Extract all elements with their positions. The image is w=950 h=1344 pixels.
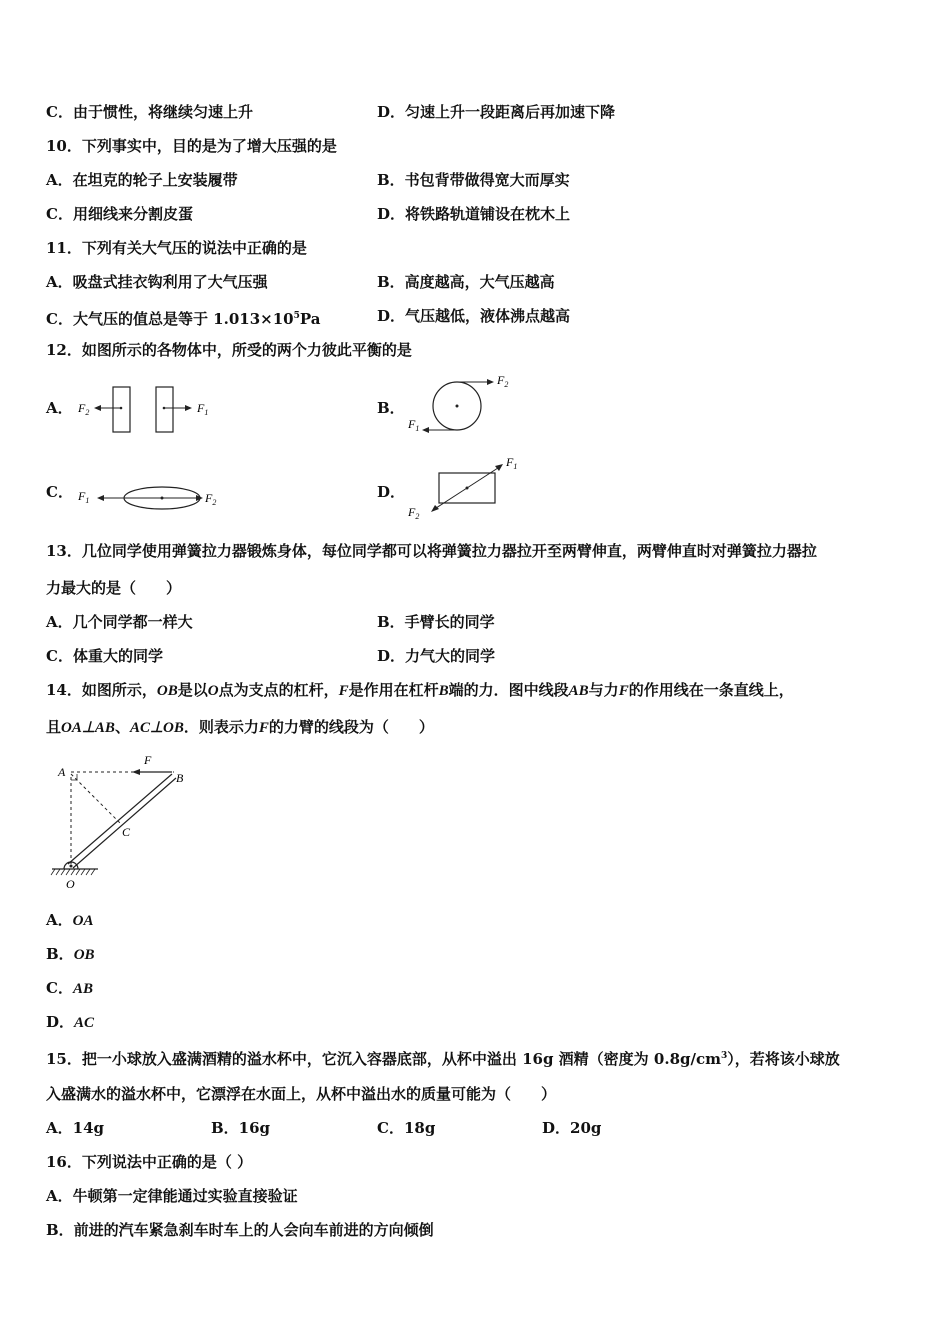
- point-o-label: O: [66, 877, 75, 891]
- q14-option-d[interactable]: D．AC: [46, 1013, 95, 1031]
- q11-option-d[interactable]: D．气压越低，液体沸点越高: [377, 307, 571, 325]
- q14-stem-line-1: 14．如图所示，OB是以O点为支点的杠杆，F是作用在杠杆B端的力．图中线段AB与力F的作用线在一条直线上，: [46, 681, 794, 699]
- q12-option-d-label[interactable]: D．: [377, 483, 406, 501]
- q12-option-a-label[interactable]: A．: [46, 399, 73, 417]
- ground-hatch: [51, 869, 95, 875]
- block-left: [113, 387, 130, 432]
- point-a-label: A: [58, 765, 66, 779]
- force-f2-label: $F_2$: [408, 505, 420, 521]
- q13-option-b[interactable]: B．手臂长的同学: [377, 613, 495, 631]
- q11-option-c-unit: Pa: [299, 310, 321, 328]
- q11-option-a[interactable]: A．吸盘式挂衣钩利用了大气压强: [46, 273, 268, 291]
- q14-option-c[interactable]: C．AB: [46, 979, 93, 997]
- force-f2-label: $F_2$: [497, 373, 509, 389]
- q11-option-c[interactable]: [46, 306, 320, 329]
- q11-option-c-exponent: 5: [293, 311, 300, 321]
- q13-option-d[interactable]: D．力气大的同学: [377, 647, 496, 665]
- q13-stem-line-2: 力最大的是（ ）: [46, 579, 182, 597]
- q14-stem-line-2: 且OA⊥AB、AC⊥OB．则表示力F的力臂的线段为（ ）: [46, 718, 434, 736]
- q12-option-c-label[interactable]: C．: [46, 483, 73, 501]
- q9-option-c[interactable]: C．由于惯性，将继续匀速上升: [46, 103, 253, 121]
- block-right: [156, 387, 173, 432]
- force-f2-label: $F_2$: [78, 401, 90, 417]
- q16-stem: 16．下列说法中正确的是（ ）: [46, 1153, 253, 1171]
- q14-option-b[interactable]: B．OB: [46, 945, 95, 963]
- q15-stem-line-2: 入盛满水的溢水杯中，它漂浮在水面上，从杯中溢出水的质量可能为（ ）: [46, 1085, 557, 1103]
- force-f-label: F: [144, 753, 152, 767]
- q11-option-b[interactable]: B．高度越高，大气压越高: [377, 273, 555, 291]
- segment-ac: [71, 774, 121, 824]
- point-c-label: C: [122, 825, 131, 839]
- q9-option-d[interactable]: D．匀速上升一段距离后再加速下降: [377, 103, 616, 121]
- q13-option-c[interactable]: C．体重大的同学: [46, 647, 163, 665]
- force-f2-label: $F_2$: [205, 491, 217, 507]
- q10-option-a[interactable]: A．在坦克的轮子上安装履带: [46, 171, 238, 189]
- q12-figure-b: [405, 372, 525, 438]
- q10-option-d[interactable]: D．将铁路轨道铺设在枕木上: [377, 205, 571, 223]
- q12-figure-d: [405, 452, 535, 524]
- force-f1-label: $F_1$: [506, 455, 518, 471]
- q15-option-d[interactable]: D．20g: [542, 1119, 602, 1137]
- q15-option-a[interactable]: A．14g: [46, 1119, 105, 1137]
- q15-stem-line-1: 15．把一小球放入盛满酒精的溢水杯中，它沉入容器底部，从杯中溢出 16g 酒精（密度为 $0.8g/cm^3$），若将该小球放: [46, 1050, 840, 1068]
- q15-option-b[interactable]: B．16g: [211, 1119, 271, 1137]
- q13-option-a[interactable]: A．几个同学都一样大: [46, 613, 193, 631]
- q12-option-b-label[interactable]: B．: [377, 399, 405, 417]
- force-f1-label: $F_1$: [197, 401, 209, 417]
- q16-option-b[interactable]: B．前进的汽车紧急刹车时车上的人会向车前进的方向倾倒: [46, 1221, 434, 1239]
- q12-figure-c: [76, 478, 236, 518]
- q10-option-c[interactable]: C．用细线来分割皮蛋: [46, 205, 193, 223]
- q11-stem: 11．下列有关大气压的说法中正确的是: [46, 239, 307, 257]
- q13-stem-line-1: 13．几位同学使用弹簧拉力器锻炼身体，每位同学都可以将弹簧拉力器拉开至两臂伸直，两臂伸直时对弹簧拉力器拉: [46, 542, 817, 560]
- q14-lever-figure: [50, 752, 200, 892]
- force-f1-label: $F_1$: [408, 417, 420, 433]
- q11-option-c-text: C．大气压的值总是等于 1.013×10: [46, 310, 294, 328]
- q12-stem: 12．如图所示的各物体中，所受的两个力彼此平衡的是: [46, 341, 412, 359]
- q10-stem: 10．下列事实中，目的是为了增大压强的是: [46, 137, 337, 155]
- q14-option-a[interactable]: A．OA: [46, 911, 94, 929]
- q12-figure-a: [76, 382, 226, 438]
- lever-ob: [68, 774, 172, 864]
- point-b-label: B: [176, 771, 184, 785]
- q10-option-b[interactable]: B．书包背带做得宽大而厚实: [377, 171, 570, 189]
- q15-option-c[interactable]: C．18g: [377, 1119, 436, 1137]
- force-f1-label: $F_1$: [78, 489, 90, 505]
- q16-option-a[interactable]: A．牛顿第一定律能通过实验直接验证: [46, 1187, 298, 1205]
